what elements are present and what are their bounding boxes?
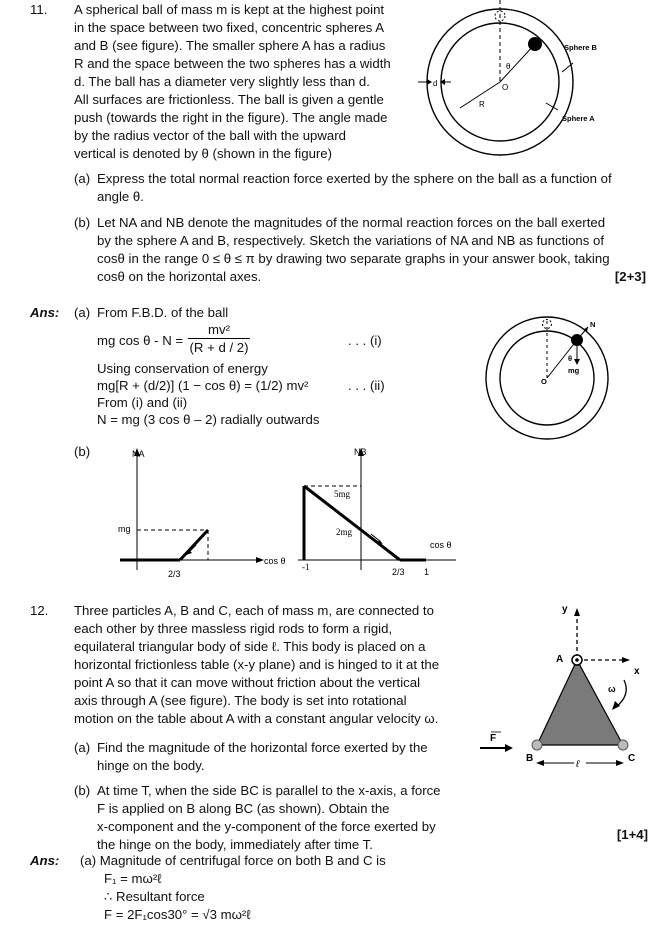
stem-line: R and the space between the two spheres has a width	[74, 56, 391, 71]
q12-part-a	[97, 739, 467, 775]
omega-arrow	[616, 680, 626, 707]
graph2-2mg-label: 2mg	[336, 527, 353, 537]
graph2-tick-1: 1	[424, 567, 430, 577]
q12-part-b-label: (b)	[74, 783, 91, 798]
graph2-falling-line	[304, 486, 400, 560]
graph-na	[110, 442, 290, 584]
q12-stem	[74, 602, 466, 728]
stem-line: Three particles A, B and C, each of mass m, are connected to	[74, 603, 434, 618]
stem-line: and B (see figure). The smaller sphere A has a radius	[74, 38, 386, 53]
label-A: A	[556, 654, 564, 665]
graph1-ylabel: NA	[132, 449, 145, 459]
ans12-line1: (a) Magnitude of centrifugal force on both B and C is	[80, 853, 386, 868]
stem-line: axis through A (see figure). The body is set into rotational	[74, 693, 407, 708]
particle-b	[532, 740, 542, 750]
stem-line: horizontal frictionless table (x-y plane) and is hinged to it at the	[74, 657, 440, 672]
graph1-rising-line	[180, 530, 208, 560]
q11-part-a	[97, 170, 649, 206]
stem-line: vertical is denoted by θ (shown in the figure)	[74, 146, 333, 161]
stem-line: push (towards the right in the figure). The angle made	[74, 110, 388, 125]
graph1-mg-label: mg	[118, 524, 131, 534]
fbd-label-N: N	[590, 320, 596, 329]
ans11-a-intro: From F.B.D. of the ball	[97, 305, 229, 320]
part-b-line: At time T, when the side BC is parallel to the x-axis, a force	[97, 783, 441, 798]
particle-c	[618, 740, 628, 750]
part-b-line: by the sphere A and B, respectively. Sketch the variations of NA and NB as functions of	[97, 233, 605, 248]
energy-text: Using conservation of energy	[97, 361, 268, 376]
q11-figure	[418, 0, 648, 160]
label-y: y	[562, 604, 568, 615]
q12-figure	[478, 600, 650, 772]
graph2-5mg-label: 5mg	[334, 489, 351, 499]
eq2-tag: . . . (ii)	[348, 378, 385, 393]
graph2-xlabel: cos θ	[430, 540, 452, 550]
label-sphere-b: Sphere B	[564, 43, 597, 52]
part-a-line: angle θ.	[97, 189, 144, 204]
part-a-line: Find the magnitude of the horizontal force exerted by the	[97, 740, 428, 755]
part-a-line: hinge on the body.	[97, 758, 205, 773]
eq1-tag: . . . (i)	[348, 333, 382, 348]
q12-part-b	[97, 782, 467, 854]
graph1-xlabel: cos θ	[264, 556, 286, 566]
q11-part-b	[97, 214, 649, 286]
part-b-line: Let NA and NB denote the magnitudes of the normal reaction forces on the ball exerted	[97, 215, 606, 230]
ans11-a-label: (a)	[74, 305, 91, 320]
label-B: B	[526, 753, 534, 764]
eq1-fraction	[188, 322, 250, 357]
label-theta: θ	[506, 62, 511, 71]
part-b-line: x-component and the y-component of the force exerted by	[97, 819, 436, 834]
stem-line: motion on the table about A with a constant angular velocity ω.	[74, 711, 439, 726]
label-omega: ω	[608, 684, 616, 694]
q12-marks: [1+4]	[616, 827, 648, 842]
ans11-b-label: (b)	[74, 444, 91, 459]
stem-line: All surfaces are frictionless. The ball is given a gentle	[74, 92, 384, 107]
stem-line: equilateral triangular body of side ℓ. This body is placed on a	[74, 639, 426, 654]
stem-line: d. The ball has a diameter very slightly less than d.	[74, 74, 370, 89]
q11-stem	[74, 1, 412, 163]
stem-line: A spherical ball of mass m is kept at the highest point	[74, 2, 385, 17]
q12-part-a-label: (a)	[74, 740, 91, 755]
ans12-line3: ∴ Resultant force	[104, 889, 205, 904]
label-x: x	[634, 666, 640, 677]
graph2-tick-23: 2/3	[392, 567, 405, 577]
label-sphere-a: Sphere A	[562, 114, 595, 123]
graph2-ylabel: NB	[354, 447, 367, 457]
graph-nb	[296, 442, 466, 584]
label-R: R	[479, 100, 485, 109]
q11-number: 11.	[30, 2, 48, 17]
ans12-label: Ans:	[30, 853, 60, 868]
from-text: From (i) and (ii)	[97, 395, 188, 410]
label-l: ℓ	[576, 759, 580, 770]
q12-number: 12.	[30, 603, 49, 618]
label-O: O	[502, 83, 509, 92]
eq2: mg[R + (d/2)] (1 − cos θ) = (1/2) mv²	[97, 378, 309, 393]
stem-line: each other by three massless rigid rods to form a rigid,	[74, 621, 393, 636]
eq1-numerator: mv²	[208, 322, 230, 337]
fbd-figure	[484, 314, 610, 442]
part-b-line: F is applied on B along BC (as shown). Obtain the	[97, 801, 390, 816]
result: N = mg (3 cos θ – 2) radially outwards	[97, 412, 320, 427]
ans12-line4: F = 2F₁cos30° = √3 mω²ℓ	[104, 907, 251, 922]
fbd-label-mg: mg	[568, 366, 580, 375]
graph2-tick-neg1: -1	[302, 562, 310, 572]
part-b-line: cosθ in the range 0 ≤ θ ≤ π by drawing two separate graphs in your answer book, taking	[97, 251, 610, 266]
part-b-line: cosθ on the horizontal axes.	[97, 269, 262, 284]
eq1-lhs: mg cos θ - N =	[97, 333, 184, 348]
stem-line: point A so that it can move without friction about the vertical	[74, 675, 420, 690]
eq1-denominator: (R + d / 2)	[189, 340, 249, 355]
label-d: d	[433, 79, 438, 88]
graph1-tick: 2/3	[168, 569, 181, 579]
fbd-label-theta: θ	[568, 354, 573, 363]
fbd-label-O: O	[541, 377, 547, 386]
q11-part-b-label: (b)	[74, 215, 91, 230]
part-b-line: the hinge on the body, immediately after time T.	[97, 837, 373, 852]
q11-part-a-label: (a)	[74, 171, 91, 186]
ans12-line2: F₁ = mω²ℓ	[104, 871, 162, 886]
part-a-line: Express the total normal reaction force exerted by the sphere on the ball as a function of	[97, 171, 612, 186]
ans11-label: Ans:	[30, 305, 60, 320]
q11-marks: [2+3]	[614, 269, 646, 284]
stem-line: by the radius vector of the ball with the upward	[74, 128, 346, 143]
label-F: F	[490, 733, 497, 744]
stem-line: in the space between two fixed, concentric spheres A	[74, 20, 385, 35]
label-C: C	[628, 753, 636, 764]
triangle-body	[537, 660, 623, 745]
